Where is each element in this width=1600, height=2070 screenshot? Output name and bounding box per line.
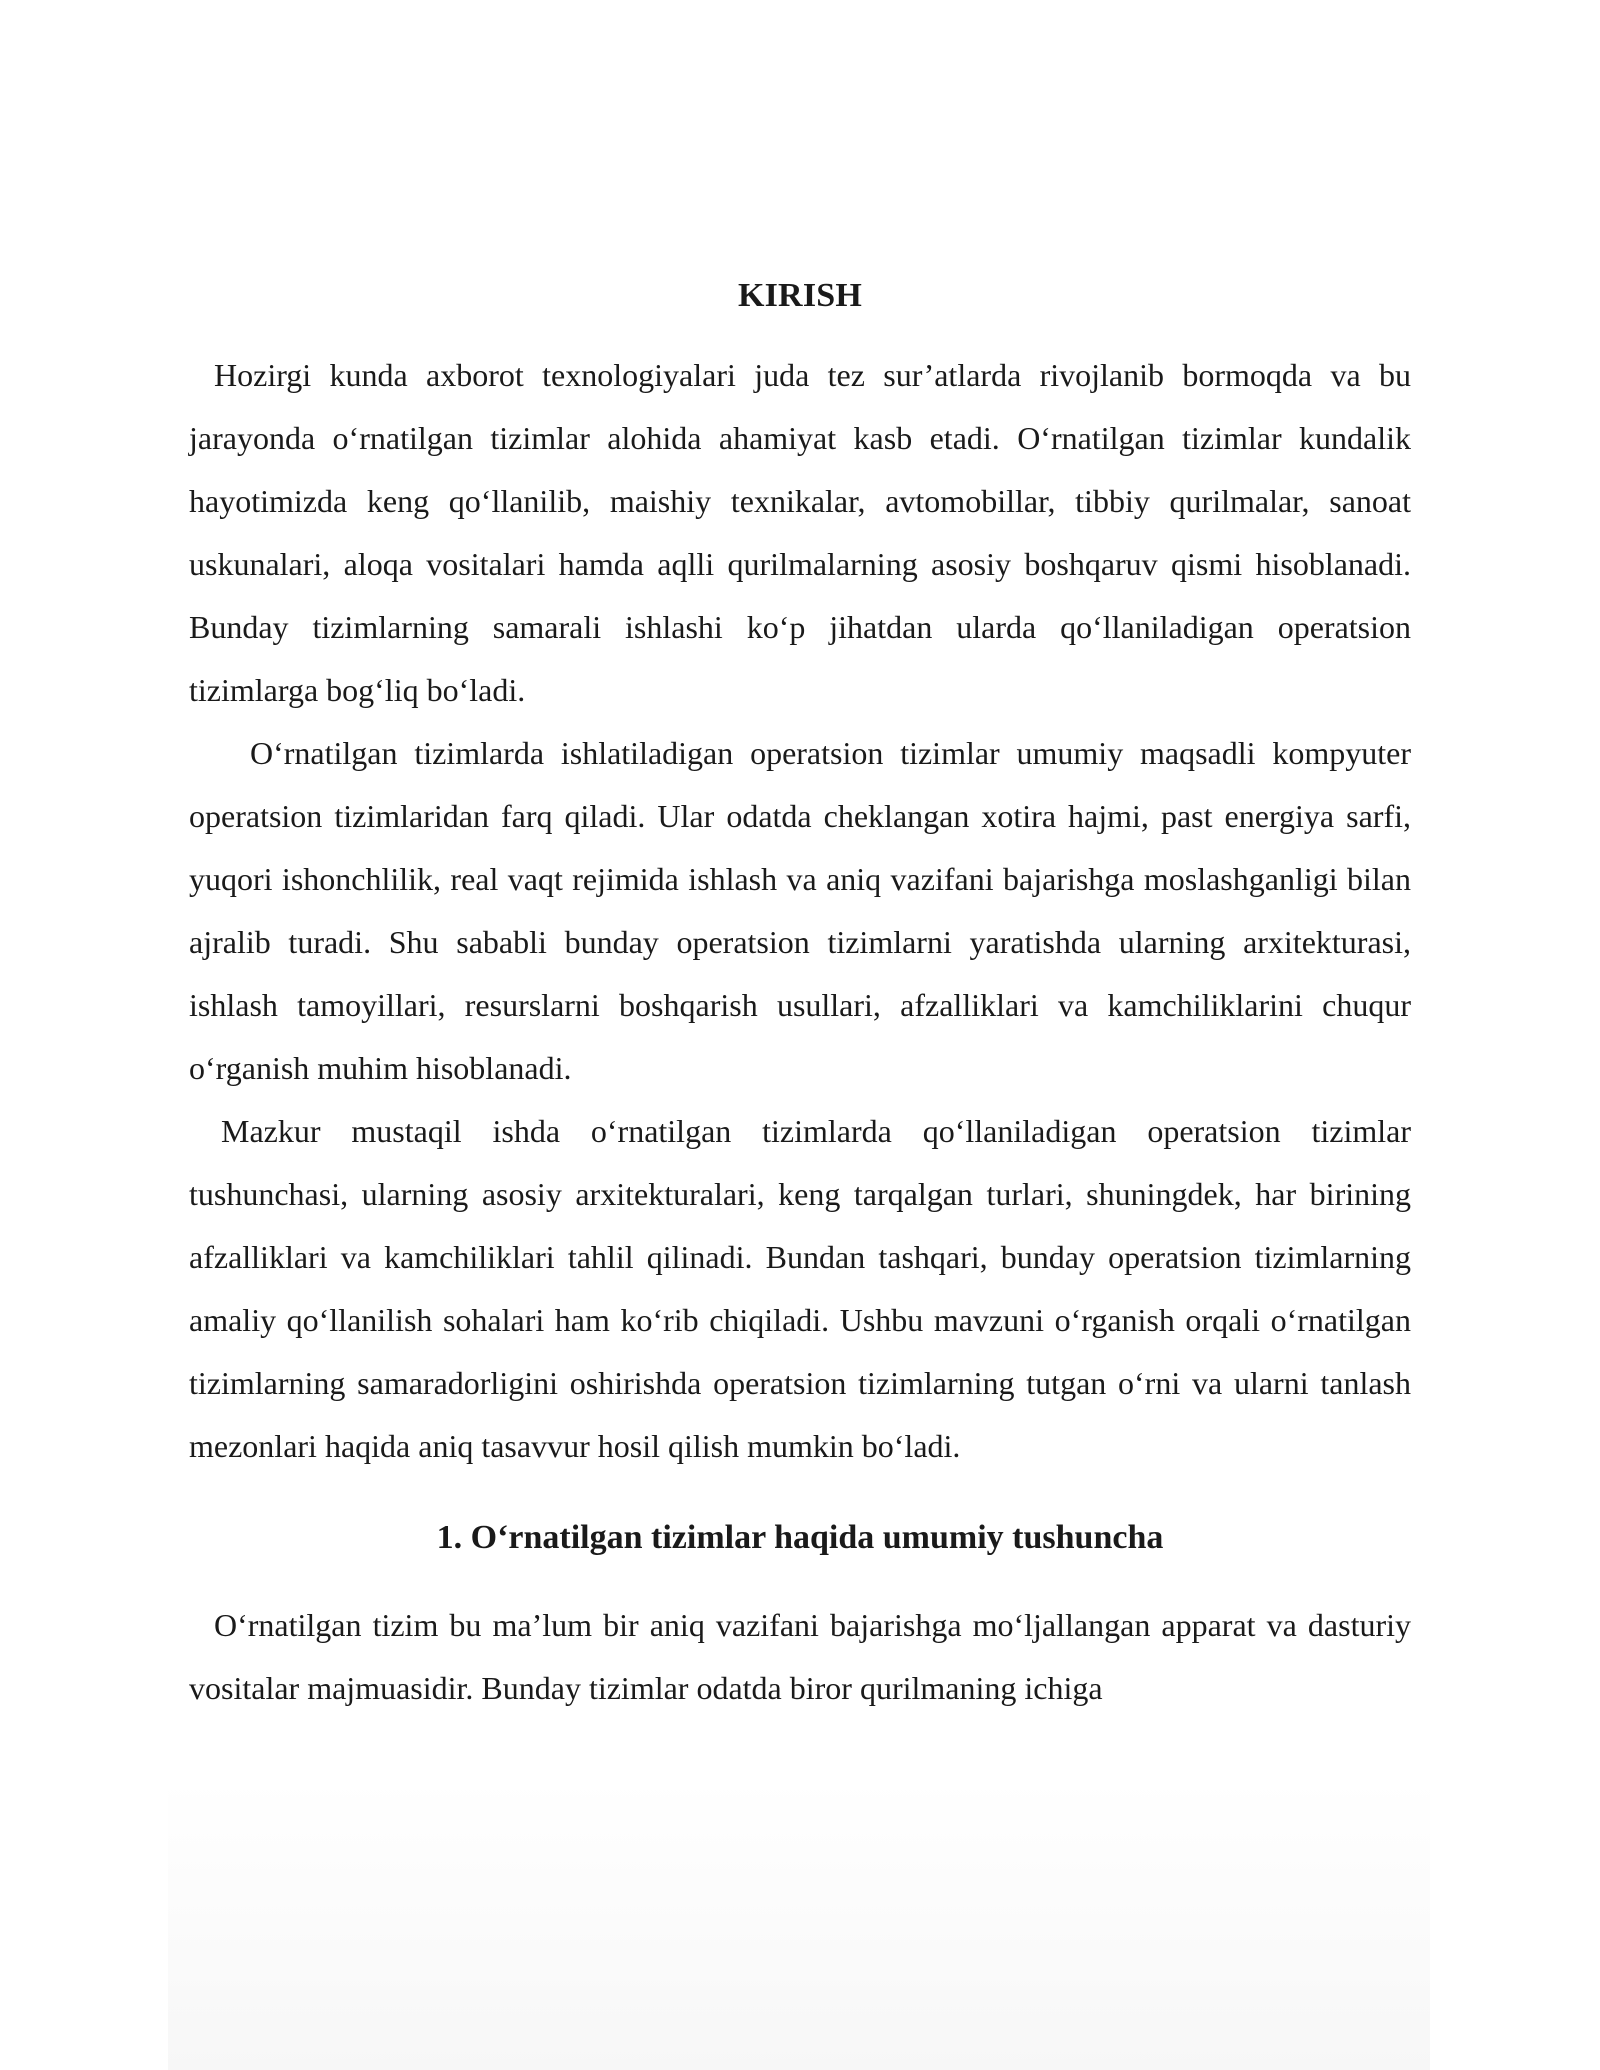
page-title: KIRISH: [737, 277, 863, 314]
document-body: [189, 266, 1411, 1720]
intro-paragraph-3: Mazkur mustaqil ishda o‘rnatilgan tizimlarda qo‘llaniladigan operatsion tizimlar tushunchasi, ularning asosiy arxitekturalari, keng tarqalgan turlari, shuningdek, har birining afzalliklari va kamchiliklari tahlil qilinadi. Bundan tashqari, bunday operatsion tizimlarning amaliy qo‘llanilish sohalari ham ko‘rib chiqiladi. Ushbu mavzuni o‘rganish orqali o‘rnatilgan tizimlarning samaradorligini oshirishda operatsion tizimlarning tutgan o‘rni va ularni tanlash mezonlari haqida aniq tasavvur hosil qilish mumkin bo‘ladi.: [189, 1113, 1411, 1464]
page-bottom-shade: [168, 1780, 1430, 2070]
intro-paragraph-1: Hozirgi kunda axborot texnologiyalari juda tez sur’atlarda rivojlanib bormoqda va bu jarayonda o‘rnatilgan tizimlar alohida ahamiyat kasb etadi. O‘rnatilgan tizimlar kundalik hayotimizda keng qo‘llanilib, maishiy texnikalar, avtomobillar, tibbiy qurilmalar, sanoat uskunalari, aloqa vositalari hamda aqlli qurilmalarning asosiy boshqaruv qismi hisoblanadi. Bunday tizimlarning samarali ishlashi ko‘p jihatdan ularda qo‘llaniladigan operatsion tizimlarga bog‘liq bo‘ladi.: [189, 357, 1411, 708]
section-paragraph: O‘rnatilgan tizim bu ma’lum bir aniq vazifani bajarishga mo‘ljallangan apparat va dasturiy vositalar majmuasidir. Bunday tizimlar odatda biror qurilmaning ichiga: [189, 1607, 1411, 1706]
section-heading: 1. O‘rnatilgan tizimlar haqida umumiy tushuncha: [436, 1519, 1164, 1556]
intro-paragraph-2: O‘rnatilgan tizimlarda ishlatiladigan operatsion tizimlar umumiy maqsadli kompyuter operatsion tizimlaridan farq qiladi. Ular odatda cheklangan xotira hajmi, past energiya sarfi, yuqori ishonchlilik, real vaqt rejimida ishlash va aniq vazifani bajarishga moslashganligi bilan ajralib turadi. Shu sababli bunday operatsion tizimlarni yaratishda ularning arxitekturasi, ishlash tamoyillari, resurslarni boshqarish usullari, afzalliklari va kamchiliklarini chuqur o‘rganish muhim hisoblanadi.: [189, 735, 1411, 1086]
